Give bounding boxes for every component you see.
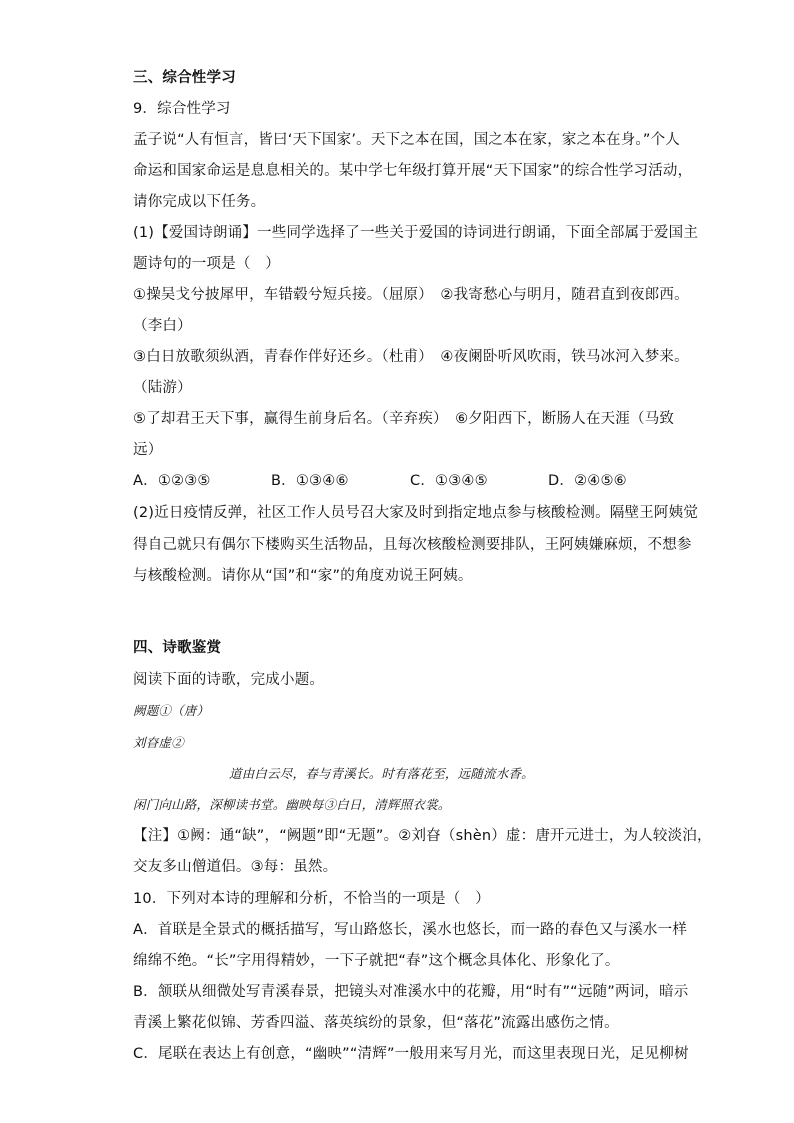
task-line: ⑤了却君王天下事，赢得生前身后名。（辛弃疾） ⑥夕阳西下，断肠人在天涯（马致 <box>133 411 675 427</box>
poem-line: 闲门向山路，深柳读书堂。幽映每③白日，清辉照衣裳。 <box>133 797 451 812</box>
answer-option-d[interactable]: D．②④⑤⑥ <box>548 473 627 489</box>
task-line: 与核酸检测。请你从“国”和“家”的角度劝说王阿姨。 <box>133 568 473 584</box>
task-line: (1)【爱国诗朗诵】一些同学选择了一些关于爱国的诗词进行朗诵，下面全部属于爱国主 <box>133 225 699 241</box>
task-line: 远） <box>133 442 163 458</box>
paragraph-line: 命运和国家命运是息息相关的。某中学七年级打算开展“天下国家”的综合性学习活动， <box>133 163 693 179</box>
paragraph-line: 孟子说“人有恒言，皆曰‘天下国家’。天下之本在国，国之本在家，家之本在身。”个人 <box>133 132 680 148</box>
poem-title: 阙题①（唐） <box>133 703 210 718</box>
task-line: (2)近日疫情反弹，社区工作人员号召大家及时到指定地点参与核酸检测。隔壁王阿姨觉 <box>133 505 699 521</box>
note-line: 【注】①阙：通“缺”，“阙题”即“无题”。②刘昚（shèn）虚：唐开元进士，为人较淡泊， <box>133 828 712 844</box>
note-line: 交友多山僧道侣。③每：虽然。 <box>133 859 338 875</box>
choice-line: 绵绵不绝。“长”字用得精妙，一下子就把“春”这个概念具体化、形象化了。 <box>133 953 620 969</box>
poem-author: 刘昚虚② <box>133 735 184 750</box>
choice-line: 青溪上繁花似锦、芳香四溢、落英缤纷的景象，但“落花”流露出感伤之情。 <box>133 1015 619 1031</box>
task-line: （李白） <box>133 318 192 334</box>
task-line: 题诗句的一项是（ ） <box>133 256 280 272</box>
task-line: 得自己就只有偶尔下楼购买生活物品，且每次核酸检测要排队，王阿姨嫌麻烦，不想参 <box>133 537 692 553</box>
task-line: ③白日放歌须纵酒，青春作伴好还乡。（杜甫） ④夜阑卧听风吹雨，铁马冰河入梦来。 <box>133 349 689 365</box>
question-title: 10．下列对本诗的理解和分析，不恰当的一项是（ ） <box>133 891 490 907</box>
poem-line: 道由白云尽，春与青溪长。时有落花至，远随流水香。 <box>229 766 534 781</box>
section-heading: 三、综合性学习 <box>133 70 236 86</box>
choice-line[interactable]: C．尾联在表达上有创意，“幽映”“清辉”一般用来写月光，而这里表现日光，足见柳树 <box>133 1046 689 1062</box>
answer-option-c[interactable]: C．①③④⑤ <box>410 473 488 489</box>
task-line: （陆游） <box>133 380 192 396</box>
section-heading: 四、诗歌鉴赏 <box>133 640 222 656</box>
task-line: ①操吴戈兮披犀甲，车错毂兮短兵接。（屈原） ②我寄愁心与明月，随君直到夜郎西。 <box>133 287 689 303</box>
answer-option-a[interactable]: A．①②③⑤ <box>133 473 211 489</box>
paragraph-line: 请你完成以下任务。 <box>133 194 266 210</box>
answer-option-b[interactable]: B．①③④⑥ <box>271 473 349 489</box>
choice-line[interactable]: A．首联是全景式的概括描写，写山路悠长，溪水也悠长，而一路的春色又与溪水一样 <box>133 922 688 938</box>
question-title: 9．综合性学习 <box>133 101 231 117</box>
choice-line[interactable]: B．颔联从细微处写青溪春景，把镜头对准溪水中的花瓣，用“时有”“远随”两词，暗示 <box>133 984 689 1000</box>
instruction: 阅读下面的诗歌，完成小题。 <box>133 672 325 688</box>
